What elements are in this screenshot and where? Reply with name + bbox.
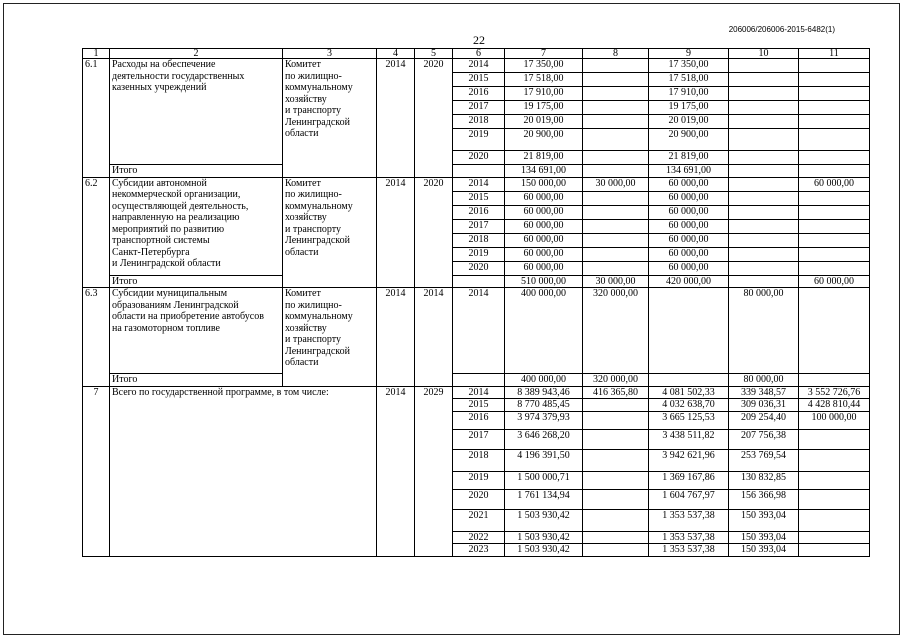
value-cell: 60 000,00: [799, 177, 870, 191]
program-total-row: [83, 386, 870, 399]
end-year: 2020: [415, 59, 453, 178]
value-cell: [799, 288, 870, 374]
value-cell: 60 000,00: [505, 219, 583, 233]
value-cell: 17 518,00: [649, 73, 729, 87]
end-year: 2029: [415, 386, 453, 556]
value-cell: 416 365,80: [583, 386, 649, 399]
value-cell: [729, 177, 799, 191]
value-cell: 60 000,00: [649, 247, 729, 261]
value-cell: [799, 471, 870, 489]
value-cell: 3 646 268,20: [505, 429, 583, 449]
value-cell: [583, 399, 649, 412]
executor-name: Комитет по жилищно- коммунальному хозяйству и транспорту Ленинградской области: [283, 177, 377, 288]
executor-name: Комитет по жилищно- коммунальному хозяйству и транспорту Ленинградской области: [283, 59, 377, 178]
year-cell: 2014: [453, 177, 505, 191]
value-cell: [729, 73, 799, 87]
year-cell: 2021: [453, 509, 505, 531]
year-cell: 2020: [453, 489, 505, 509]
start-year: 2014: [377, 177, 415, 288]
year-cell: 2020: [453, 261, 505, 275]
year-cell: 2019: [453, 129, 505, 151]
value-cell: 4 428 810,44: [799, 399, 870, 412]
start-year: 2014: [377, 386, 415, 556]
value-cell: 150 393,04: [729, 531, 799, 544]
value-cell: 150 393,04: [729, 544, 799, 557]
total-row: [83, 374, 870, 387]
value-cell: 60 000,00: [649, 205, 729, 219]
value-cell: [583, 509, 649, 531]
value-cell: 60 000,00: [505, 233, 583, 247]
value-cell: 4 081 502,33: [649, 386, 729, 399]
value-cell: 3 942 621,96: [649, 449, 729, 471]
value-cell: [799, 115, 870, 129]
value-cell: [799, 247, 870, 261]
value-cell: [729, 101, 799, 115]
value-cell: 130 832,85: [729, 471, 799, 489]
column-number-row: [83, 49, 870, 59]
column-header: 1: [83, 49, 110, 59]
end-year: 2020: [415, 177, 453, 288]
value-cell: 3 438 511,82: [649, 429, 729, 449]
total-value: 510 000,00: [505, 275, 583, 288]
value-cell: 19 175,00: [505, 101, 583, 115]
column-header: 4: [377, 49, 415, 59]
value-cell: 8 389 943,46: [505, 386, 583, 399]
value-cell: 60 000,00: [649, 233, 729, 247]
value-cell: 21 819,00: [649, 151, 729, 165]
year-cell: 2014: [453, 288, 505, 374]
year-cell: [453, 275, 505, 288]
value-cell: 1 604 767,97: [649, 489, 729, 509]
value-cell: [583, 73, 649, 87]
year-cell: 2015: [453, 73, 505, 87]
end-year: 2014: [415, 288, 453, 387]
value-cell: [649, 288, 729, 374]
year-cell: [453, 374, 505, 387]
value-cell: [799, 531, 870, 544]
value-cell: 60 000,00: [649, 177, 729, 191]
value-cell: 3 665 125,53: [649, 411, 729, 429]
value-cell: 320 000,00: [583, 288, 649, 374]
value-cell: 100 000,00: [799, 411, 870, 429]
value-cell: 400 000,00: [505, 288, 583, 374]
value-cell: [799, 87, 870, 101]
year-cell: 2022: [453, 531, 505, 544]
value-cell: [583, 489, 649, 509]
year-cell: 2018: [453, 233, 505, 247]
year-cell: 2016: [453, 205, 505, 219]
value-cell: [799, 129, 870, 151]
total-label: Итого: [110, 275, 283, 288]
value-cell: [583, 233, 649, 247]
value-cell: [799, 233, 870, 247]
year-cell: 2017: [453, 219, 505, 233]
value-cell: [583, 449, 649, 471]
activity-name: Расходы на обеспечение деятельности государственных казенных учреждений: [110, 59, 283, 165]
value-cell: [799, 191, 870, 205]
column-header: 6: [453, 49, 505, 59]
total-value: [799, 165, 870, 178]
column-header: 7: [505, 49, 583, 59]
total-row: [83, 275, 870, 288]
year-cell: 2014: [453, 59, 505, 73]
table-row: [83, 177, 870, 191]
value-cell: [799, 205, 870, 219]
value-cell: 80 000,00: [729, 288, 799, 374]
value-cell: [729, 87, 799, 101]
column-header: 8: [583, 49, 649, 59]
year-cell: 2016: [453, 411, 505, 429]
value-cell: 20 900,00: [649, 129, 729, 151]
value-cell: 60 000,00: [505, 261, 583, 275]
value-cell: 60 000,00: [505, 205, 583, 219]
value-cell: 17 350,00: [505, 59, 583, 73]
value-cell: 17 350,00: [649, 59, 729, 73]
value-cell: 156 366,98: [729, 489, 799, 509]
row-number: 6.3: [83, 288, 110, 387]
year-cell: 2018: [453, 449, 505, 471]
column-header: 10: [729, 49, 799, 59]
value-cell: 1 761 134,94: [505, 489, 583, 509]
value-cell: [799, 73, 870, 87]
column-header: 3: [283, 49, 377, 59]
year-cell: 2014: [453, 386, 505, 399]
value-cell: [799, 151, 870, 165]
page-number: 22: [473, 33, 485, 47]
value-cell: 1 369 167,86: [649, 471, 729, 489]
value-cell: 150 393,04: [729, 509, 799, 531]
total-value: [729, 165, 799, 178]
value-cell: 4 032 638,70: [649, 399, 729, 412]
value-cell: [583, 219, 649, 233]
value-cell: [583, 531, 649, 544]
total-value: [799, 374, 870, 387]
value-cell: 1 500 000,71: [505, 471, 583, 489]
value-cell: [583, 261, 649, 275]
value-cell: 1 353 537,38: [649, 509, 729, 531]
total-label: Итого: [110, 165, 283, 178]
value-cell: 209 254,40: [729, 411, 799, 429]
value-cell: [729, 261, 799, 275]
value-cell: 8 770 485,45: [505, 399, 583, 412]
total-value: 30 000,00: [583, 275, 649, 288]
value-cell: 3 974 379,93: [505, 411, 583, 429]
value-cell: [583, 151, 649, 165]
row-number: 7: [83, 386, 110, 556]
value-cell: [583, 247, 649, 261]
total-value: [583, 165, 649, 178]
year-cell: 2015: [453, 191, 505, 205]
value-cell: [799, 429, 870, 449]
table-row: [83, 288, 870, 374]
value-cell: [799, 59, 870, 73]
value-cell: 60 000,00: [649, 191, 729, 205]
value-cell: 1 503 930,42: [505, 531, 583, 544]
total-value: [649, 374, 729, 387]
total-label: Итого: [110, 374, 283, 387]
value-cell: [729, 191, 799, 205]
value-cell: [799, 489, 870, 509]
value-cell: 17 910,00: [649, 87, 729, 101]
value-cell: [583, 101, 649, 115]
activity-name: Субсидии муниципальным образованиям Ленинградской области на приобретение автобусов на газомоторном топливе: [110, 288, 283, 374]
year-cell: 2019: [453, 247, 505, 261]
value-cell: 19 175,00: [649, 101, 729, 115]
total-value: 320 000,00: [583, 374, 649, 387]
value-cell: [729, 115, 799, 129]
value-cell: [799, 449, 870, 471]
value-cell: [799, 509, 870, 531]
value-cell: 30 000,00: [583, 177, 649, 191]
value-cell: [583, 205, 649, 219]
value-cell: [583, 59, 649, 73]
year-cell: [453, 165, 505, 178]
column-header: 5: [415, 49, 453, 59]
total-value: [729, 275, 799, 288]
value-cell: [729, 247, 799, 261]
value-cell: 309 036,31: [729, 399, 799, 412]
value-cell: 207 756,38: [729, 429, 799, 449]
table-row: [83, 59, 870, 73]
total-value: 80 000,00: [729, 374, 799, 387]
value-cell: 60 000,00: [649, 219, 729, 233]
row-number: 6.2: [83, 177, 110, 288]
value-cell: 1 503 930,42: [505, 509, 583, 531]
budget-table: [82, 48, 870, 557]
value-cell: 20 019,00: [505, 115, 583, 129]
value-cell: [583, 471, 649, 489]
start-year: 2014: [377, 59, 415, 178]
value-cell: 20 019,00: [649, 115, 729, 129]
value-cell: 21 819,00: [505, 151, 583, 165]
value-cell: [583, 191, 649, 205]
value-cell: 1 353 537,38: [649, 544, 729, 557]
year-cell: 2017: [453, 101, 505, 115]
total-value: 400 000,00: [505, 374, 583, 387]
value-cell: [583, 129, 649, 151]
value-cell: 60 000,00: [505, 191, 583, 205]
column-header: 9: [649, 49, 729, 59]
value-cell: 253 769,54: [729, 449, 799, 471]
value-cell: [729, 219, 799, 233]
value-cell: 20 900,00: [505, 129, 583, 151]
total-row: [83, 165, 870, 178]
value-cell: 1 503 930,42: [505, 544, 583, 557]
value-cell: [583, 544, 649, 557]
value-cell: 150 000,00: [505, 177, 583, 191]
row-number: 6.1: [83, 59, 110, 178]
value-cell: 4 196 391,50: [505, 449, 583, 471]
column-header: 11: [799, 49, 870, 59]
value-cell: 1 353 537,38: [649, 531, 729, 544]
year-cell: 2016: [453, 87, 505, 101]
value-cell: 3 552 726,76: [799, 386, 870, 399]
total-value: 134 691,00: [505, 165, 583, 178]
program-total-label: Всего по государственной программе, в том числе:: [110, 386, 377, 556]
value-cell: [729, 233, 799, 247]
activity-name: Субсидии автономной некоммерческой организации, осуществляющей деятельность, направленную на реализацию мероприятий по развитию транспортной системы Санкт-Петербурга и Ленинградской области: [110, 177, 283, 275]
value-cell: [583, 115, 649, 129]
value-cell: 339 348,57: [729, 386, 799, 399]
total-value: 134 691,00: [649, 165, 729, 178]
year-cell: 2015: [453, 399, 505, 412]
value-cell: 60 000,00: [505, 247, 583, 261]
value-cell: [799, 261, 870, 275]
value-cell: [729, 205, 799, 219]
total-value: 420 000,00: [649, 275, 729, 288]
value-cell: [583, 87, 649, 101]
executor-name: Комитет по жилищно- коммунальному хозяйству и транспорту Ленинградской области: [283, 288, 377, 387]
value-cell: [729, 59, 799, 73]
year-cell: 2023: [453, 544, 505, 557]
value-cell: 60 000,00: [649, 261, 729, 275]
year-cell: 2019: [453, 471, 505, 489]
year-cell: 2017: [453, 429, 505, 449]
value-cell: [729, 151, 799, 165]
value-cell: 17 518,00: [505, 73, 583, 87]
total-value: 60 000,00: [799, 275, 870, 288]
value-cell: [799, 544, 870, 557]
value-cell: [583, 411, 649, 429]
year-cell: 2018: [453, 115, 505, 129]
year-cell: 2020: [453, 151, 505, 165]
start-year: 2014: [377, 288, 415, 387]
document-id: 206006/206006-2015-6482(1): [728, 25, 835, 34]
column-header: 2: [110, 49, 283, 59]
value-cell: 17 910,00: [505, 87, 583, 101]
value-cell: [583, 429, 649, 449]
value-cell: [729, 129, 799, 151]
value-cell: [799, 101, 870, 115]
value-cell: [799, 219, 870, 233]
